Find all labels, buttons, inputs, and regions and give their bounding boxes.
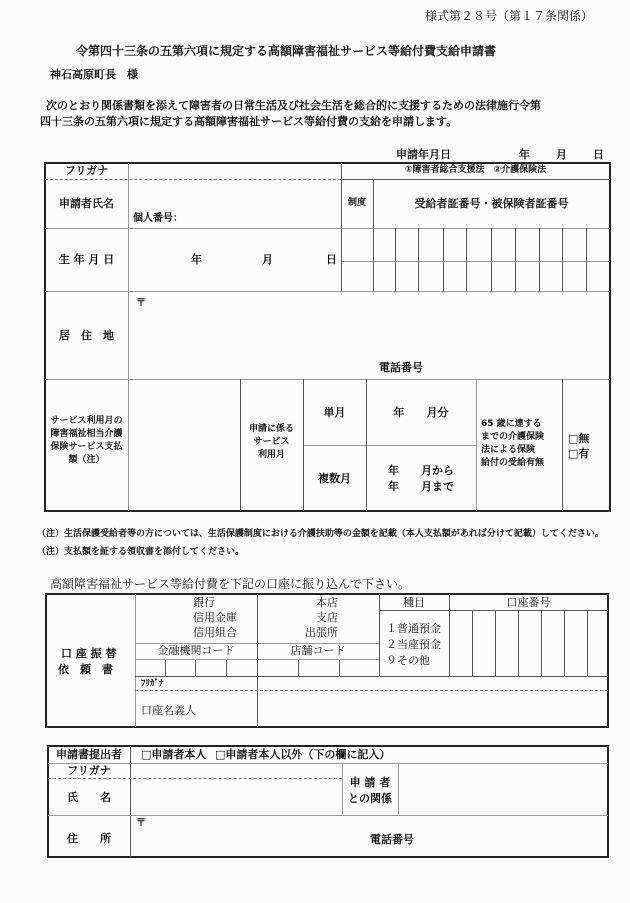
account-holder-label: 口座名義人 [141, 704, 196, 717]
month-label-column-divider [303, 379, 304, 511]
account-holder-input[interactable] [258, 691, 608, 727]
relation-label-line1: 申 請 者 [349, 776, 391, 789]
furigana-label: フリガナ [64, 164, 109, 177]
application-date-label: 申請年月日 [396, 148, 451, 161]
service-amount-label: サービス利用月の 障害福祉相当介護 保険サービス支払 額（注） [50, 416, 123, 466]
bank-section-label-line2: 依 頼 書 [58, 663, 113, 676]
benefit-question: 65 歳に達する までの介護保険 法による保険 給付の受給有無 [481, 419, 545, 469]
addressee: 神石高原町長 様 [50, 68, 138, 81]
certificate-digit-input[interactable] [587, 229, 609, 258]
certificate-digit-input[interactable] [467, 229, 491, 258]
account-digit-input[interactable] [565, 611, 587, 676]
applicant-name-input[interactable] [129, 180, 341, 210]
branch-name-input[interactable] [258, 594, 308, 642]
branch-type-office: 出張所 [305, 626, 338, 639]
submitter-label: 申請書提出者 [56, 748, 122, 761]
account-digit-input[interactable] [496, 611, 518, 676]
single-month-value[interactable]: 年 月分 [393, 406, 449, 419]
account-number-label: 口座番号 [506, 596, 551, 609]
birthdate-label: 生 年 月 日 [58, 253, 115, 266]
note-1: （注）生活保護受給者等の方については、生活保護制度における介護扶助等の金額を記載（本人支払額があれば分けて記載）してください。 [37, 529, 604, 539]
service-month-label: 申請に係る サービス 利用月 [248, 424, 294, 461]
form-number: 様式第２８号（第１７条関係） [425, 9, 594, 23]
system-options-divider [341, 179, 610, 180]
personal-number-label: 個人番号： [133, 213, 183, 224]
code-box-divider [339, 659, 340, 676]
question-column-divider [476, 379, 477, 511]
account-digit-input[interactable] [519, 611, 541, 676]
institution-name-input[interactable] [136, 594, 191, 642]
certificate-digit-input[interactable] [444, 229, 466, 258]
institution-type-kumiai: 信用組合 [193, 626, 237, 639]
account-type-label: 種目 [403, 596, 425, 609]
intro-text-line1: 次のとおり関係書類を添えて障害者の日常生活及び社会生活を総合的に支援するための法律施行令第 [46, 99, 541, 112]
residence-input[interactable] [129, 292, 609, 352]
certificate-digit-input[interactable] [467, 262, 491, 291]
code-box-divider [298, 659, 299, 676]
account-type-other[interactable]: ９その他 [386, 654, 430, 667]
certificate-digit-input[interactable] [540, 229, 562, 258]
institution-type-shinkin: 信用金庫 [193, 611, 237, 624]
service-amount-input[interactable] [129, 380, 240, 511]
residence-label: 居 住 地 [59, 329, 114, 342]
single-month-label: 単月 [323, 406, 346, 419]
certificate-number-label: 受給者証番号・被保険者証番号 [414, 197, 569, 210]
certificate-digit-input[interactable] [516, 229, 539, 258]
submitter-address-label: 住 所 [67, 832, 111, 845]
account-type-current[interactable]: ２当座預金 [386, 638, 441, 651]
bank-furigana-label: ﾌﾘｶﾞﾅ [141, 679, 164, 689]
certificate-digit-input[interactable] [419, 229, 443, 258]
account-digit-input[interactable] [542, 611, 564, 676]
account-digit-input[interactable] [588, 611, 608, 676]
certificate-digit-input[interactable] [374, 262, 395, 291]
submitter-phone-label: 電話番号 [370, 833, 414, 846]
submitter-furigana-input[interactable] [131, 764, 342, 778]
institution-code-label: 金融機関コード [157, 644, 235, 657]
institution-type-bank: 銀行 [193, 596, 215, 609]
form-title: 令第四十三条の五第六項に規定する高額障害福祉サービス等給付費支給申請書 [76, 44, 497, 58]
multi-month-from[interactable]: 年 月から [388, 464, 454, 477]
system-label: 制度 [347, 198, 366, 208]
account-digit-input[interactable] [450, 611, 472, 676]
certificate-digit-input[interactable] [563, 262, 586, 291]
certificate-digit-input[interactable] [396, 229, 418, 258]
system-options: ①障害者総合支援法 ②介護保険法 [404, 165, 547, 175]
account-header-divider [379, 610, 608, 611]
branch-code-label: 店舗コード [290, 644, 346, 657]
certificate-digit-input[interactable] [540, 262, 562, 291]
relation-label-line2: との関係 [348, 792, 392, 805]
certificate-digit-input[interactable] [492, 229, 515, 258]
code-label-divider [135, 659, 379, 660]
bank-furigana-input[interactable] [258, 677, 608, 690]
system-code-input[interactable] [342, 262, 373, 291]
application-date-day[interactable]: 日 [593, 148, 604, 161]
multi-month-to[interactable]: 年 月まで [388, 480, 454, 493]
furigana-input[interactable] [129, 163, 341, 179]
answer-column-divider [562, 379, 563, 511]
application-date-month[interactable]: 月 [556, 148, 567, 161]
certificate-digit-input[interactable] [563, 229, 586, 258]
certificate-digit-input[interactable] [419, 262, 443, 291]
branch-type-main: 本店 [316, 596, 338, 609]
submitter-self-checkbox[interactable]: □申請者本人 [141, 748, 207, 761]
certificate-digit-input[interactable] [587, 262, 609, 291]
month-split-divider [303, 445, 476, 446]
submitter-postal-mark: 〒 [136, 818, 146, 829]
bank-section-label-line1: 口 座 振 替 [61, 647, 117, 660]
branch-type-branch: 支店 [316, 611, 338, 624]
code-box-divider [195, 659, 196, 676]
code-box-divider [165, 659, 166, 676]
multi-month-label: 複数月 [318, 472, 351, 485]
intro-text-line2: 四十三条の五第六項に規定する高額障害福祉サービス等給付費の支給を申請します。 [40, 115, 458, 128]
submitter-name-input[interactable] [131, 779, 342, 815]
birth-month[interactable]: 月 [262, 253, 273, 266]
submitter-name-label: 氏 名 [67, 791, 111, 804]
phone-label: 電話番号 [379, 361, 423, 374]
relation-label-left-divider [342, 763, 343, 815]
certificate-digit-input[interactable] [374, 229, 395, 258]
relation-input[interactable] [399, 764, 608, 815]
option-no-checkbox[interactable]: □無 [568, 432, 590, 445]
application-date-year[interactable]: 年 [519, 148, 530, 161]
system-code-input[interactable] [342, 229, 373, 258]
certificate-digit-input[interactable] [492, 262, 515, 291]
submitter-furigana-label: フリガナ [67, 764, 111, 777]
bank-instruction: 高額障害福祉サービス等給付費を下記の口座に振り込んで下さい。 [50, 577, 411, 591]
account-digit-input[interactable] [473, 611, 495, 676]
certificate-digit-input[interactable] [516, 262, 539, 291]
note-2: （注）支払額を証する領収書を添付してください。 [37, 547, 245, 557]
birth-year[interactable]: 年 [191, 253, 202, 266]
option-yes-checkbox[interactable]: □有 [568, 447, 590, 460]
submitter-other-checkbox[interactable]: □申請者本人以外（下の欄に記入） [215, 748, 391, 761]
applicant-name-label: 申請者氏名 [59, 197, 114, 210]
code-box-divider [226, 659, 227, 676]
birth-day[interactable]: 日 [326, 253, 337, 266]
account-type-ordinary[interactable]: １普通預金 [386, 622, 441, 635]
postal-mark: 〒 [136, 298, 146, 309]
certificate-digit-input[interactable] [444, 262, 466, 291]
certificate-digit-input[interactable] [396, 262, 418, 291]
